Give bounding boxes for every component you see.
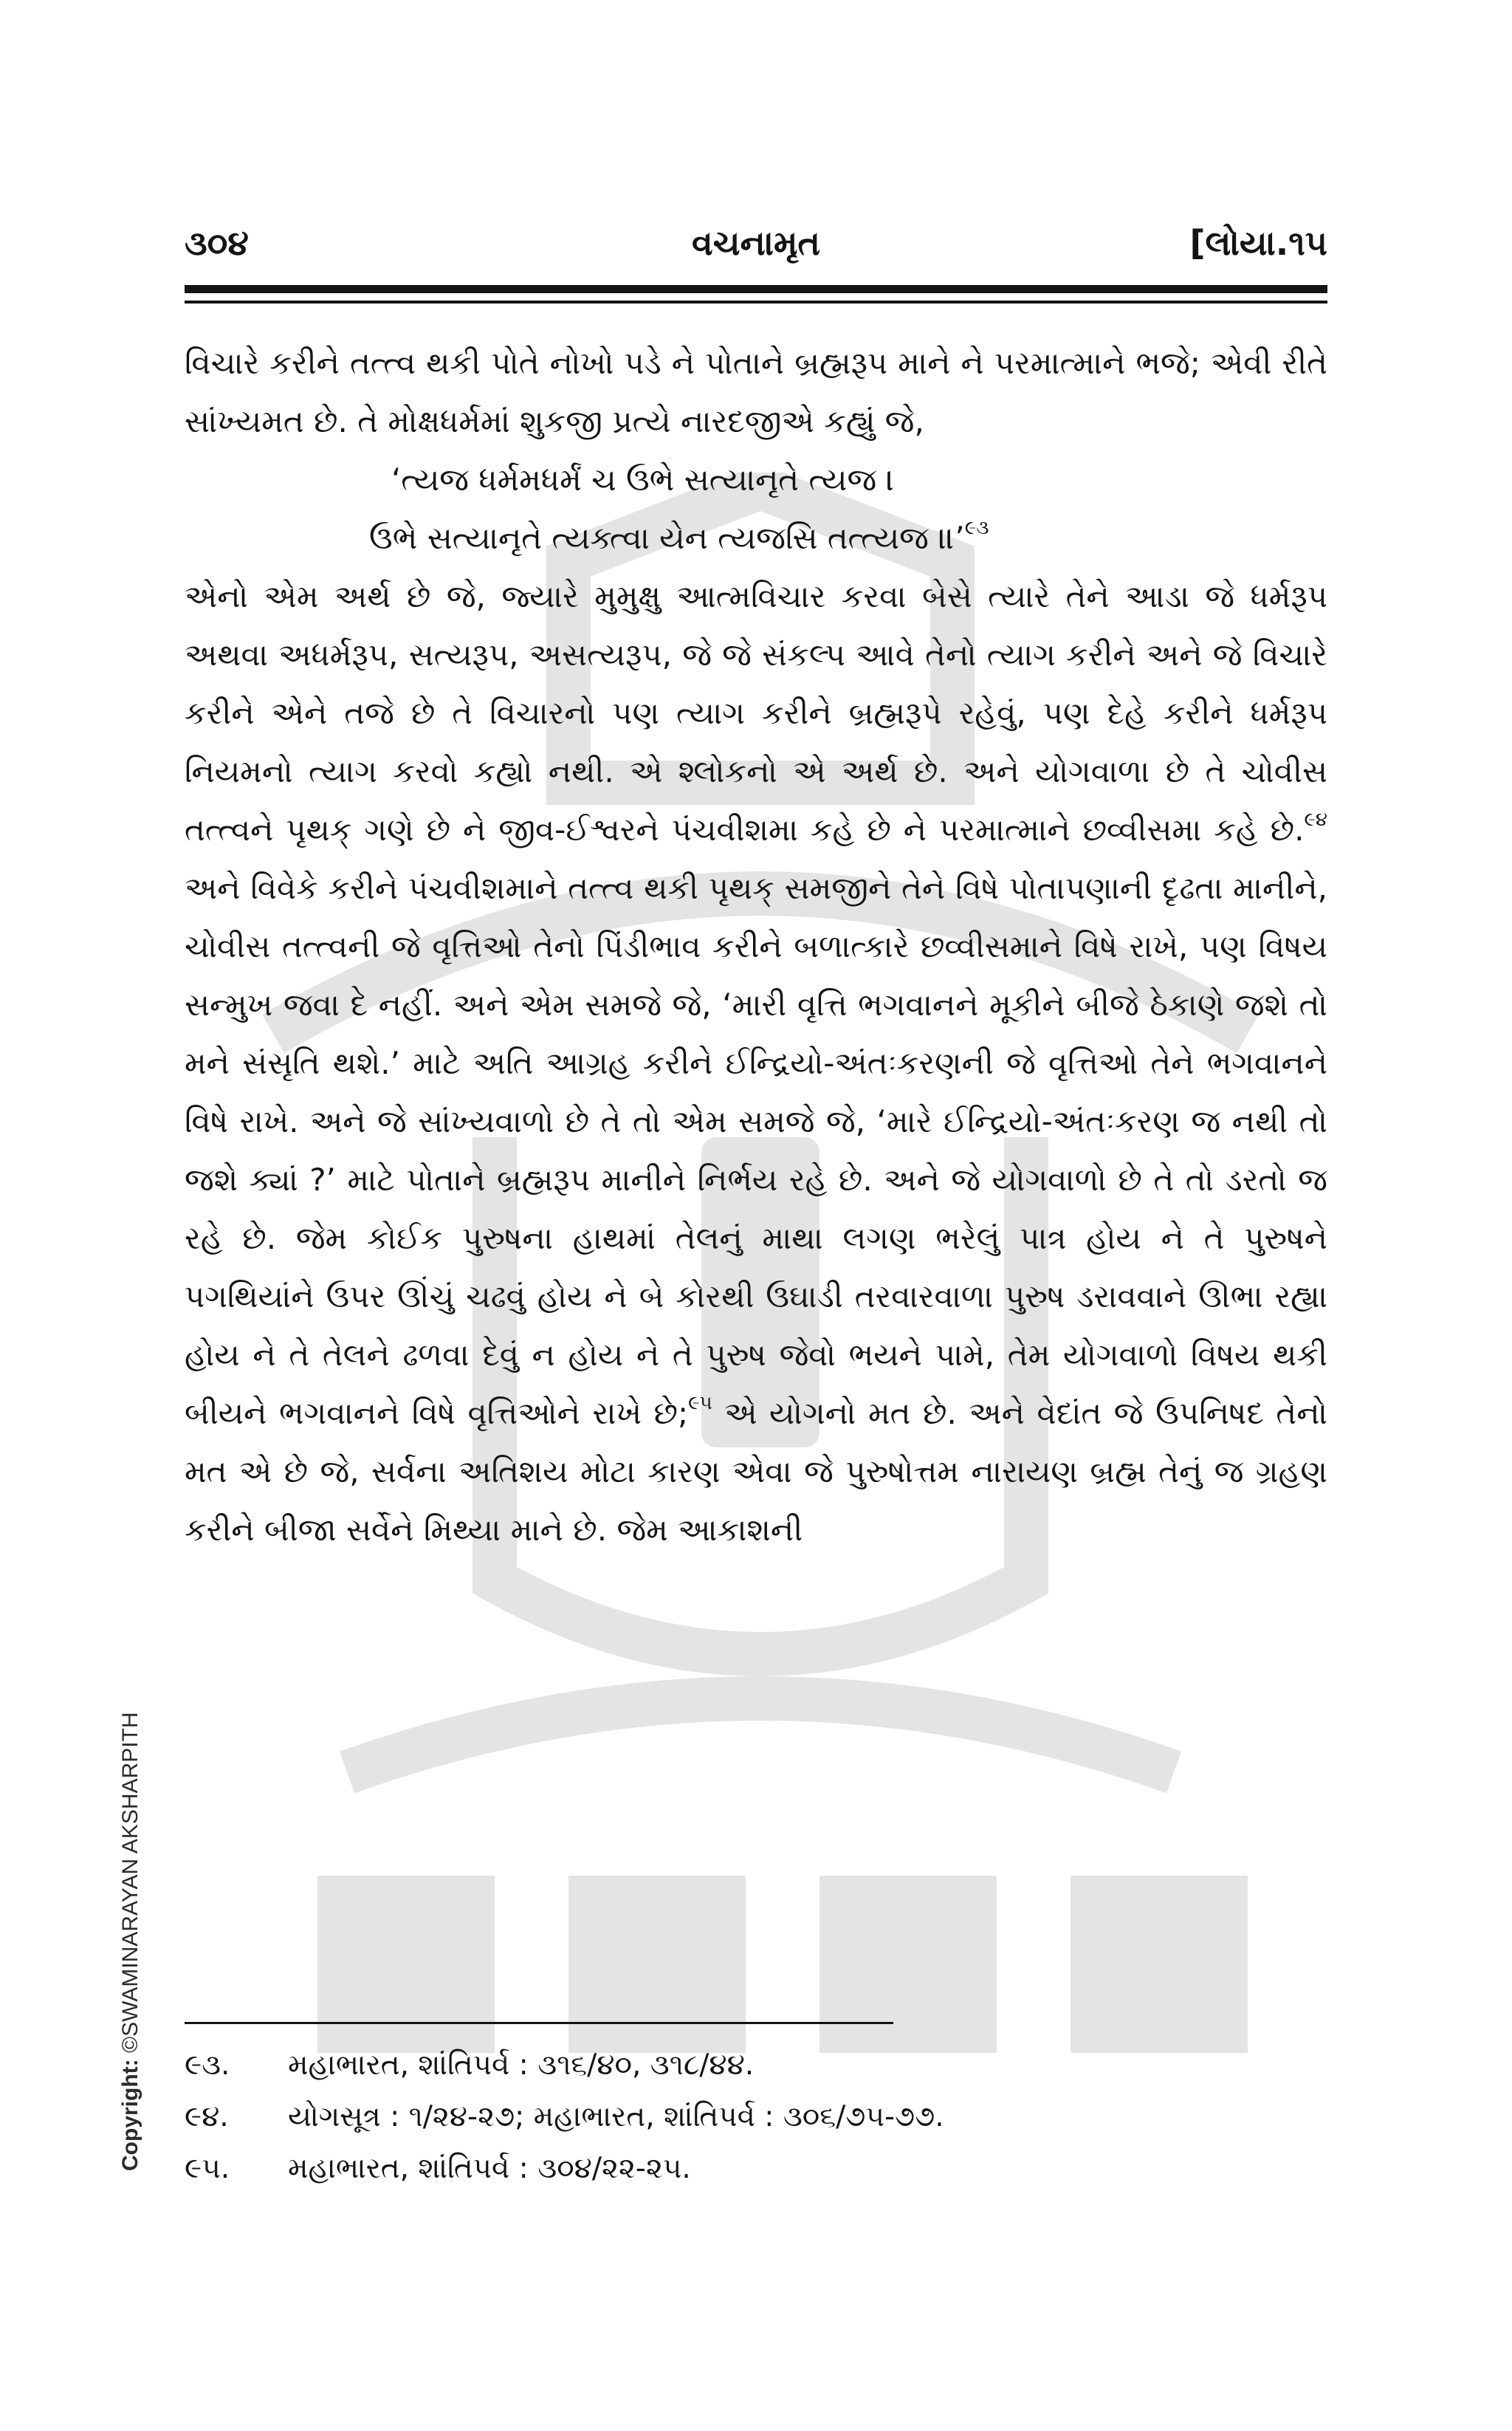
footnote-text: યોગસૂત્ર : ૧/૨૪-૨૭; મહાભારત, શાંતિપર્વ : ૩૦૬/૭૫-૭૭.: [288, 2100, 944, 2133]
main-text: [185, 334, 1327, 1559]
sanskrit-verse-line-1: ‘ત્યજ ધર્મમધર્મં ચ ઉભે સત્યાનૃતે ત્યજ ।: [391, 462, 895, 498]
footnote-ref-95: ૯૫: [688, 1392, 712, 1414]
running-title: વચનામૃત: [692, 223, 820, 263]
footnote-text: મહાભારત, શાંતિપર્વ : ૩૧૬/૪૦, ૩૧૮/૪૪.: [288, 2048, 755, 2082]
footnote-divider: [185, 2022, 893, 2024]
paragraph-part-a: એનો એમ અર્થ છે જે, જ્યારે મુમુક્ષુ આત્મવિચાર કરવા બેસે ત્યારે તેને આડા જે ધર્મરૂપ અથવા અધર્મરૂપ, સત્યરૂપ, અસત્યરૂપ, જે જે સંકલ્પ આવે તેનો ત્યાગ કરીને અને જે વિચારે કરીને એને તજે છે તે વિચારનો પણ ત્યાગ કરીને બ્રહ્મરૂપે રહેવું, પણ દેહે કરીને ધર્મરૂપ નિયમનો ત્યાગ કરવો કહ્યો નથી. એ શ્લોકનો એ અર્થ છે. અને યોગવાળા છે તે ચોવીસ તત્ત્વને પૃથક્ ગણે છે ને જીવ-ઈશ્વરને પંચવીશમા કહે છે ને પરમાત્માને છવ્વીસમા કહે છે.: [185, 578, 1327, 848]
footnote-text: મહાભારત, શાંતિપર્વ : ૩૦૪/૨૨-૨૫.: [288, 2152, 691, 2185]
footnote-number: ૯૩.: [185, 2048, 230, 2082]
verse-line-2-text: ઉભે સત્યાનૃતે ત્યક્ત્વા યેન ત્યજસિ તત્ત્યજ ॥’: [369, 520, 965, 556]
footnote-item: [185, 2091, 1327, 2143]
copyright-label: Copyright:: [118, 2059, 142, 2171]
footnote-item: [185, 2040, 1327, 2091]
running-header: [185, 208, 1327, 279]
footnotes: [185, 2040, 1327, 2195]
footnote-ref-94: ૯૪: [1304, 809, 1327, 831]
header-rule-thin: [185, 301, 1327, 304]
explanation-paragraph: [185, 567, 1327, 1559]
paragraph-part-c: એ યોગનો મત છે. અને વેદાંત જે ઉપનિષદ તેનો મત એ છે જે, સર્વના અતિશય મોટા કારણ એવા જે પુરુષોત્તમ નારાયણ બ્રહ્મ તેનું જ ગ્રહણ કરીને બીજા સર્વેને મિથ્યા માને છે. જેમ આકાશની: [185, 1395, 1327, 1548]
copyright-holder: ©SWAMINARAYAN AKSHARPITH: [118, 1712, 142, 2054]
copyright-notice: [118, 1712, 143, 2171]
section-reference: [લોયા.૧૫: [1189, 223, 1327, 263]
footnote-number: ૯૫.: [185, 2152, 230, 2185]
footnote-ref-93: ૯૩: [964, 517, 989, 539]
sanskrit-verse-line-2: [185, 509, 1327, 567]
intro-paragraph: વિચારે કરીને તત્ત્વ થકી પોતે નોખો પડે ને પોતાને બ્રહ્મરૂપ માને ને પરમાત્માને ભજે; એવી રીતે સાંખ્યમત છે. તે મોક્ષધર્મમાં શુકજી પ્રત્યે નારદજીએ કહ્યું જે,: [185, 345, 1327, 439]
header-rule-thick: [185, 285, 1327, 293]
page-number: ૩૦૪: [185, 223, 249, 263]
footnote-item: [185, 2143, 1327, 2195]
footnote-number: ૯૪.: [185, 2100, 229, 2133]
paragraph-part-b: અને વિવેકે કરીને પંચવીશમાને તત્ત્વ થકી પૃથક્ સમજીને તેને વિષે પોતાપણાની દૃઢતા માનીને, ચોવીસ તત્ત્વની જે વૃત્તિઓ તેનો પિંડીભાવ કરીને બળાત્કારે છવ્વીસમાને વિષે રાખે, પણ વિષય સન્મુખ જવા દે નહીં. અને એમ સમજે જે, ‘મારી વૃત્તિ ભગવાનને મૂકીને બીજે ઠેકાણે જશે તો મને સંસૃતિ થશે.’ માટે અતિ આગ્રહ કરીને ઈન્દ્રિયો-અંતઃકરણની જે વૃત્તિઓ તેને ભગવાનને વિષે રાખે. અને જે સાંખ્યવાળો છે તે તો એમ સમજે જે, ‘મારે ઈન્દ્રિયો-અંતઃકરણ જ નથી તો જશે ક્યાં ?’ માટે પોતાને બ્રહ્મરૂપ માનીને નિર્ભય રહે છે. અને જે યોગવાળો છે તે તો ડરતો જ રહે છે. જેમ કોઈક પુરુષના હાથમાં તેલનું માથા લગણ ભરેલું પાત્ર હોય ને તે પુરુષને પગથિયાંને ઉપર ઊંચું ચઢવું હોય ને બે કોરથી ઉઘાડી તરવારવાળા પુરુષ ડરાવવાને ઊભા રહ્યા હોય ને તે તેલને ઢળવા દેવું ન હોય ને તે પુરુષ જેવો ભયને પામે, તેમ યોગવાળો વિષય થકી બીયને ભગવાનને વિષે વૃત્તિઓને રાખે છે;: [185, 870, 1327, 1431]
